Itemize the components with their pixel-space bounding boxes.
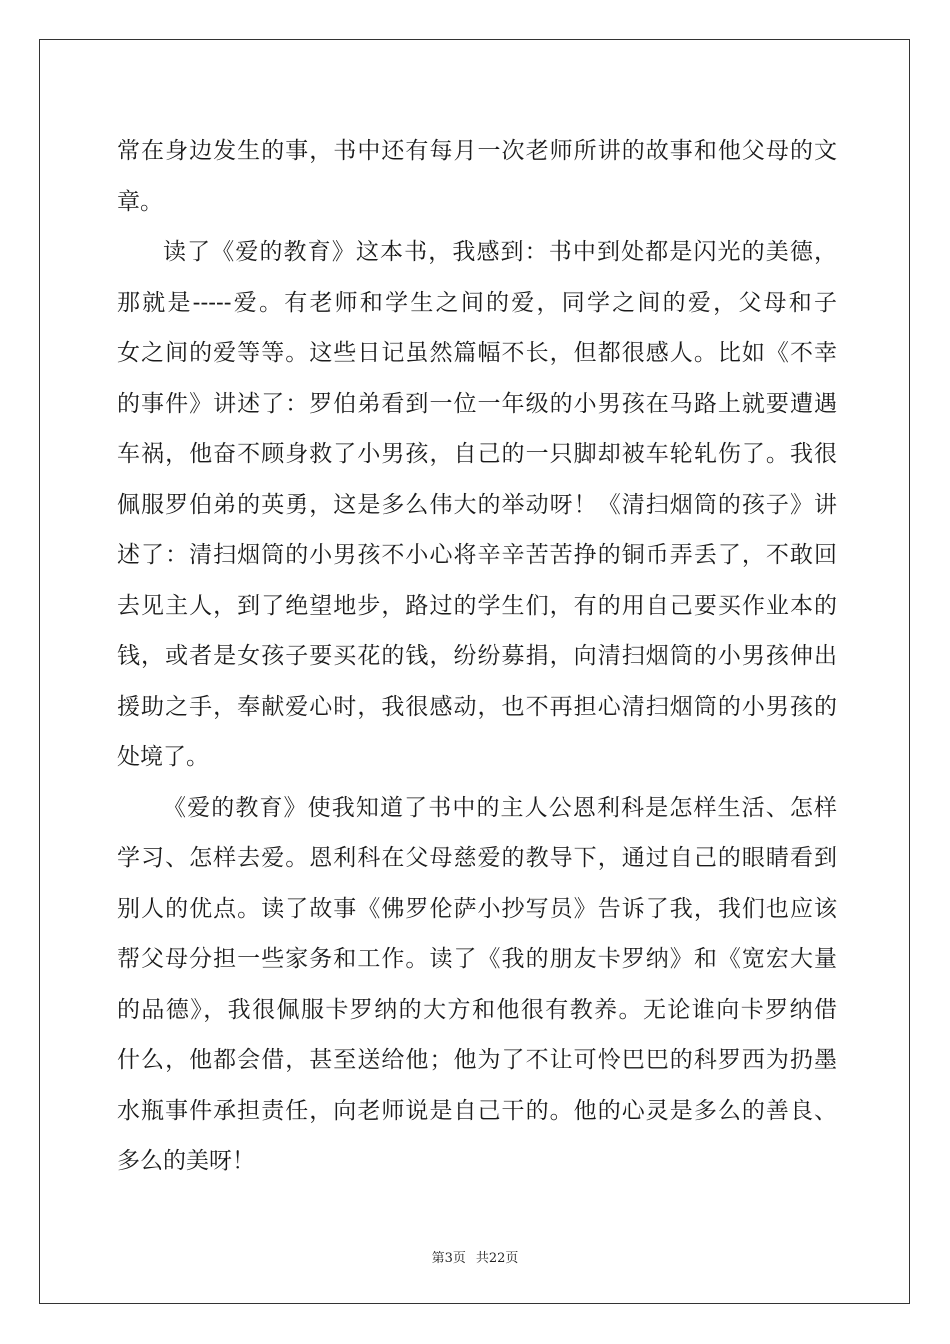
text-line: 女之间的爱等等。这些日记虽然篇幅不长，但都很感人。比如《不幸 (117, 340, 837, 366)
text-line: 的品德》，我很佩服卡罗纳的大方和他很有教养。无论谁向卡罗纳借 (117, 996, 837, 1023)
text-line: 学习、怎样去爱。恩利科在父母慈爱的教导下，通过自己的眼睛看到 (117, 845, 837, 871)
text-line: 钱，或者是女孩子要买花的钱，纷纷募捐，向清扫烟筒的小男孩伸出 (117, 643, 837, 669)
text-line: 述了：清扫烟筒的小男孩不小心将辛辛苦苦挣的铜币弄丢了，不敢回 (117, 542, 837, 568)
total-pages: 共22页 (475, 1251, 519, 1266)
text-line: 《爱的教育》使我知道了书中的主人公恩利科是怎样生活、怎样 (163, 794, 837, 821)
page-number: 第3页 (431, 1251, 466, 1266)
text-line: 处境了。 (117, 744, 209, 770)
text-line: 章。 (117, 188, 163, 215)
text-line: 帮父母分担一些家务和工作。读了《我的朋友卡罗纳》和《宽宏大量 (117, 946, 837, 972)
text-line: 的事件》讲述了：罗伯弟看到一位一年级的小男孩在马路上就要遭遇 (117, 390, 837, 417)
document-body (117, 126, 837, 1187)
text-line: 常在身边发生的事，书中还有每月一次老师所讲的故事和他父母的文 (117, 138, 837, 164)
text-line: 水瓶事件承担责任，向老师说是自己干的。他的心灵是多么的善良、 (117, 1097, 837, 1124)
text-line: 读了《爱的教育》这本书，我感到：书中到处都是闪光的美德， (163, 239, 837, 265)
page-footer (0, 1247, 950, 1266)
text-line: 什么，他都会借，甚至送给他；他为了不让可怜巴巴的科罗西为扔墨 (117, 1047, 837, 1073)
text-line: 别人的优点。读了故事《佛罗伦萨小抄写员》告诉了我，我们也应该 (117, 895, 837, 922)
text-line: 去见主人，到了绝望地步，路过的学生们，有的用自己要买作业本的 (117, 592, 837, 619)
text-line: 佩服罗伯弟的英勇，这是多么伟大的举动呀！《清扫烟筒的孩子》讲 (117, 491, 837, 518)
text-line: 援助之手，奉献爱心时，我很感动，也不再担心清扫烟筒的小男孩的 (117, 693, 837, 720)
text-line: 那就是-----爱。有老师和学生之间的爱，同学之间的爱，父母和子 (117, 289, 837, 316)
text-line: 多么的美呀！ (117, 1148, 255, 1174)
text-line: 车祸，他奋不顾身救了小男孩，自己的一只脚却被车轮轧伤了。我很 (117, 441, 837, 467)
